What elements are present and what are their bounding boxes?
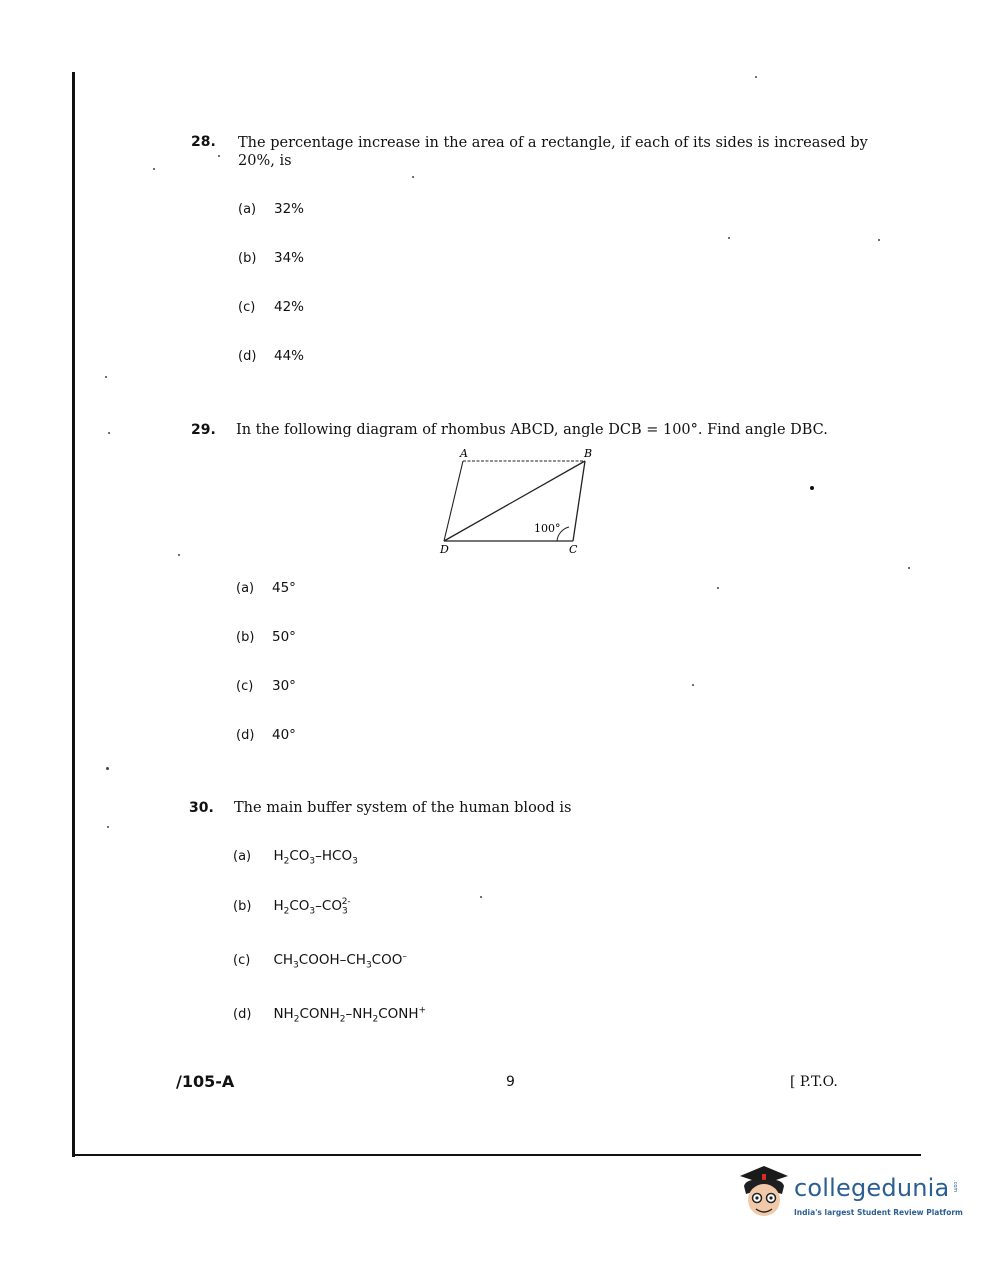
- question-28-option-d: [238, 348, 304, 364]
- question-30-option-c: [233, 951, 407, 970]
- option-label: (c): [233, 952, 251, 968]
- question-30-option-b: [233, 897, 351, 916]
- option-value: 30°: [272, 678, 296, 694]
- vertex-d-label: D: [440, 543, 449, 556]
- question-28-text: [238, 134, 878, 170]
- option-value: 44%: [274, 348, 305, 364]
- option-label: (b): [238, 251, 257, 266]
- brand-suffix: .com: [952, 1180, 958, 1193]
- option-label: (c): [236, 679, 254, 694]
- option-value: 42%: [274, 299, 305, 315]
- side-bc: [573, 461, 585, 541]
- scan-speck: [106, 767, 109, 770]
- left-margin-rule: [72, 72, 75, 1157]
- question-29-option-a: [236, 580, 296, 596]
- question-28-text-line1: The percentage increase in the area of a rectangle, if each of its sides is increased by: [238, 135, 868, 151]
- brand-tagline: India's largest Student Review Platform: [794, 1208, 963, 1217]
- bottom-rule: [72, 1154, 921, 1156]
- option-label: (a): [238, 202, 257, 217]
- option-value-formula: $H_2CO_3-HCO_3$: [273, 848, 358, 867]
- option-value: 34%: [274, 250, 305, 266]
- option-value-formula: $H_2CO_3-CO_3^{2-}$: [273, 897, 351, 917]
- option-value: 32%: [274, 201, 305, 217]
- scan-speck: [878, 239, 880, 241]
- question-28-number: 28.: [191, 134, 216, 150]
- scan-speck: [908, 567, 910, 569]
- option-label: (d): [238, 349, 257, 364]
- side-da: [444, 461, 463, 541]
- angle-label: 100°: [534, 522, 561, 535]
- question-28-text-line2: 20%, is: [238, 153, 292, 169]
- option-label: (b): [236, 630, 255, 645]
- option-label: (a): [233, 849, 252, 864]
- scan-speck: [480, 896, 482, 898]
- page-number: 9: [506, 1074, 515, 1090]
- paper-code: /105-A: [176, 1072, 235, 1091]
- question-30-option-a: [233, 848, 358, 867]
- question-28-option-b: [238, 250, 304, 266]
- option-label: (c): [238, 300, 256, 315]
- scan-speck: [728, 237, 730, 239]
- question-29-option-d: [236, 727, 296, 743]
- collegedunia-watermark: [734, 1160, 964, 1228]
- scan-speck: [717, 587, 719, 589]
- question-29-option-c: [236, 678, 296, 694]
- question-29-number: 29.: [191, 422, 216, 438]
- scan-speck: [412, 176, 414, 178]
- question-30-number: 30.: [189, 800, 214, 816]
- option-value: 40°: [272, 727, 296, 743]
- scan-speck: [810, 486, 814, 490]
- mascot-logo-icon: [734, 1160, 792, 1224]
- question-29-option-b: [236, 629, 296, 645]
- scan-speck: [108, 432, 110, 434]
- option-value: 50°: [272, 629, 296, 645]
- scan-speck: [755, 76, 757, 78]
- scan-speck: [218, 155, 220, 157]
- rhombus-diagram: [430, 443, 610, 558]
- scan-speck: [178, 554, 180, 556]
- question-29-text: In the following diagram of rhombus ABCD, angle DCB = 100°. Find angle DBC.: [236, 422, 828, 438]
- question-28-option-a: [238, 201, 304, 217]
- scan-speck: [105, 376, 107, 378]
- question-30-text: The main buffer system of the human blood is: [234, 800, 572, 816]
- vertex-b-label: B: [584, 447, 593, 460]
- scan-speck: [692, 684, 694, 686]
- option-value: 45°: [272, 580, 296, 596]
- question-28-option-c: [238, 299, 304, 315]
- scan-speck: [153, 168, 155, 170]
- brand-name: collegedunia: [794, 1174, 950, 1202]
- option-label: (d): [233, 1006, 252, 1022]
- vertex-a-label: A: [460, 447, 468, 460]
- option-label: (d): [236, 728, 255, 743]
- option-label: (b): [233, 898, 252, 914]
- pto-note: [ P.T.O.: [790, 1074, 838, 1090]
- option-value-formula: $CH_3COOH-CH_3COO^-$: [273, 951, 407, 971]
- vertex-c-label: C: [569, 543, 578, 556]
- scan-speck: [107, 826, 109, 828]
- option-label: (a): [236, 581, 255, 596]
- question-30-option-d: [233, 1005, 426, 1024]
- option-value-formula: $NH_2CONH_2-NH_2CONH^+$: [273, 1005, 427, 1025]
